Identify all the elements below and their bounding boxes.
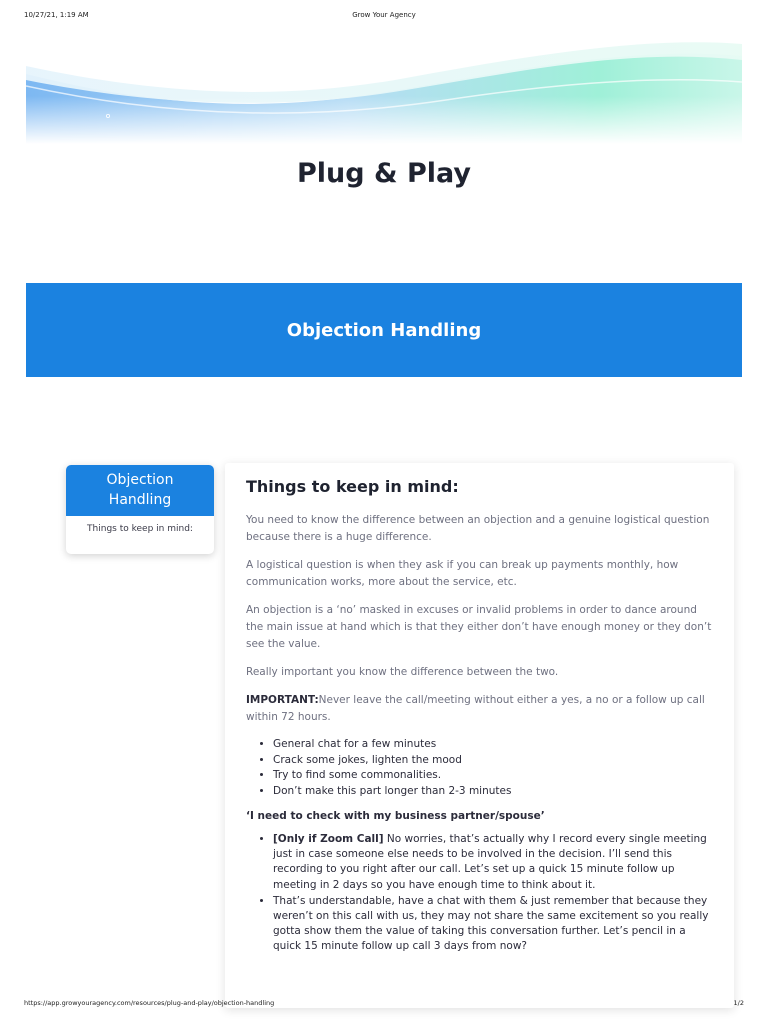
paragraph-logistical-question: A logistical question is when they ask if you can break up payments monthly, how communication works, more about the service, etc. <box>246 559 679 588</box>
content-card <box>225 463 734 1008</box>
paragraph-know-difference: Really important you know the difference between the two. <box>246 666 559 678</box>
paragraph-important-note <box>246 692 713 726</box>
response-text: That’s understandable, have a chat with them & just remember that because they weren’t on this call with us, they may not share the same excitement so you really gotta show them the value of taking this conversation further. Let’s pencil in a quick 15 minute follow up call 3 days from now? <box>273 894 709 953</box>
list-item: • Don’t make this part longer than 2-3 minutes <box>273 784 713 800</box>
print-datetime: 10/27/21, 1:19 AM <box>24 11 89 19</box>
print-site-title: Grow Your Agency <box>352 11 416 19</box>
rapport-bullet-list <box>273 737 713 799</box>
toc-link-things-to-keep-in-mind[interactable]: Things to keep in mind: <box>87 524 193 534</box>
print-footer <box>24 999 744 1009</box>
print-url: https://app.growyouragency.com/resources/plug-and-play/objection-handling <box>24 999 275 1007</box>
important-text: Never leave the call/meeting without either a yes, a no or a follow up call within 72 hours. <box>246 694 705 723</box>
section-hero-title: Objection Handling <box>286 319 482 341</box>
important-label: IMPORTANT: <box>246 694 319 706</box>
table-of-contents <box>66 465 214 554</box>
list-item <box>273 832 713 893</box>
page-title: Plug & Play <box>297 158 471 189</box>
response-tag: [Only if Zoom Call] <box>273 833 384 845</box>
list-item: • Try to find some commonalities. <box>273 768 713 784</box>
objection-quote-heading: ‘I need to check with my business partner/spouse’ <box>246 810 545 822</box>
list-item: • Crack some jokes, lighten the mood <box>273 753 713 769</box>
decorative-wave-banner <box>26 26 742 144</box>
print-page-number: 1/2 <box>733 999 744 1007</box>
list-item: • General chat for a few minutes <box>273 737 713 753</box>
paragraph-objection-definition: An objection is a ‘no’ masked in excuses or invalid problems in order to dance around the main issue at hand which is that they either don’t have enough money or they don’t see the value. <box>246 604 712 650</box>
objection-response-list <box>273 832 713 955</box>
toc-heading: Objection Handling <box>66 465 214 516</box>
response-text: No worries, that’s actually why I record every single meeting just in case someone else needs to be involved in the decision. I’ll send this recording to you right after our call. Let’s set up a quick 15 minute follow up meeting in 2 days so you have enough time to think about it. <box>273 833 707 891</box>
print-header <box>24 11 744 21</box>
section-hero-banner <box>26 283 742 377</box>
paragraph-objection-vs-question: You need to know the difference between an objection and a genuine logistical question because there is a huge difference. <box>246 514 710 543</box>
content-heading: Things to keep in mind: <box>246 477 459 496</box>
list-item <box>273 894 713 955</box>
